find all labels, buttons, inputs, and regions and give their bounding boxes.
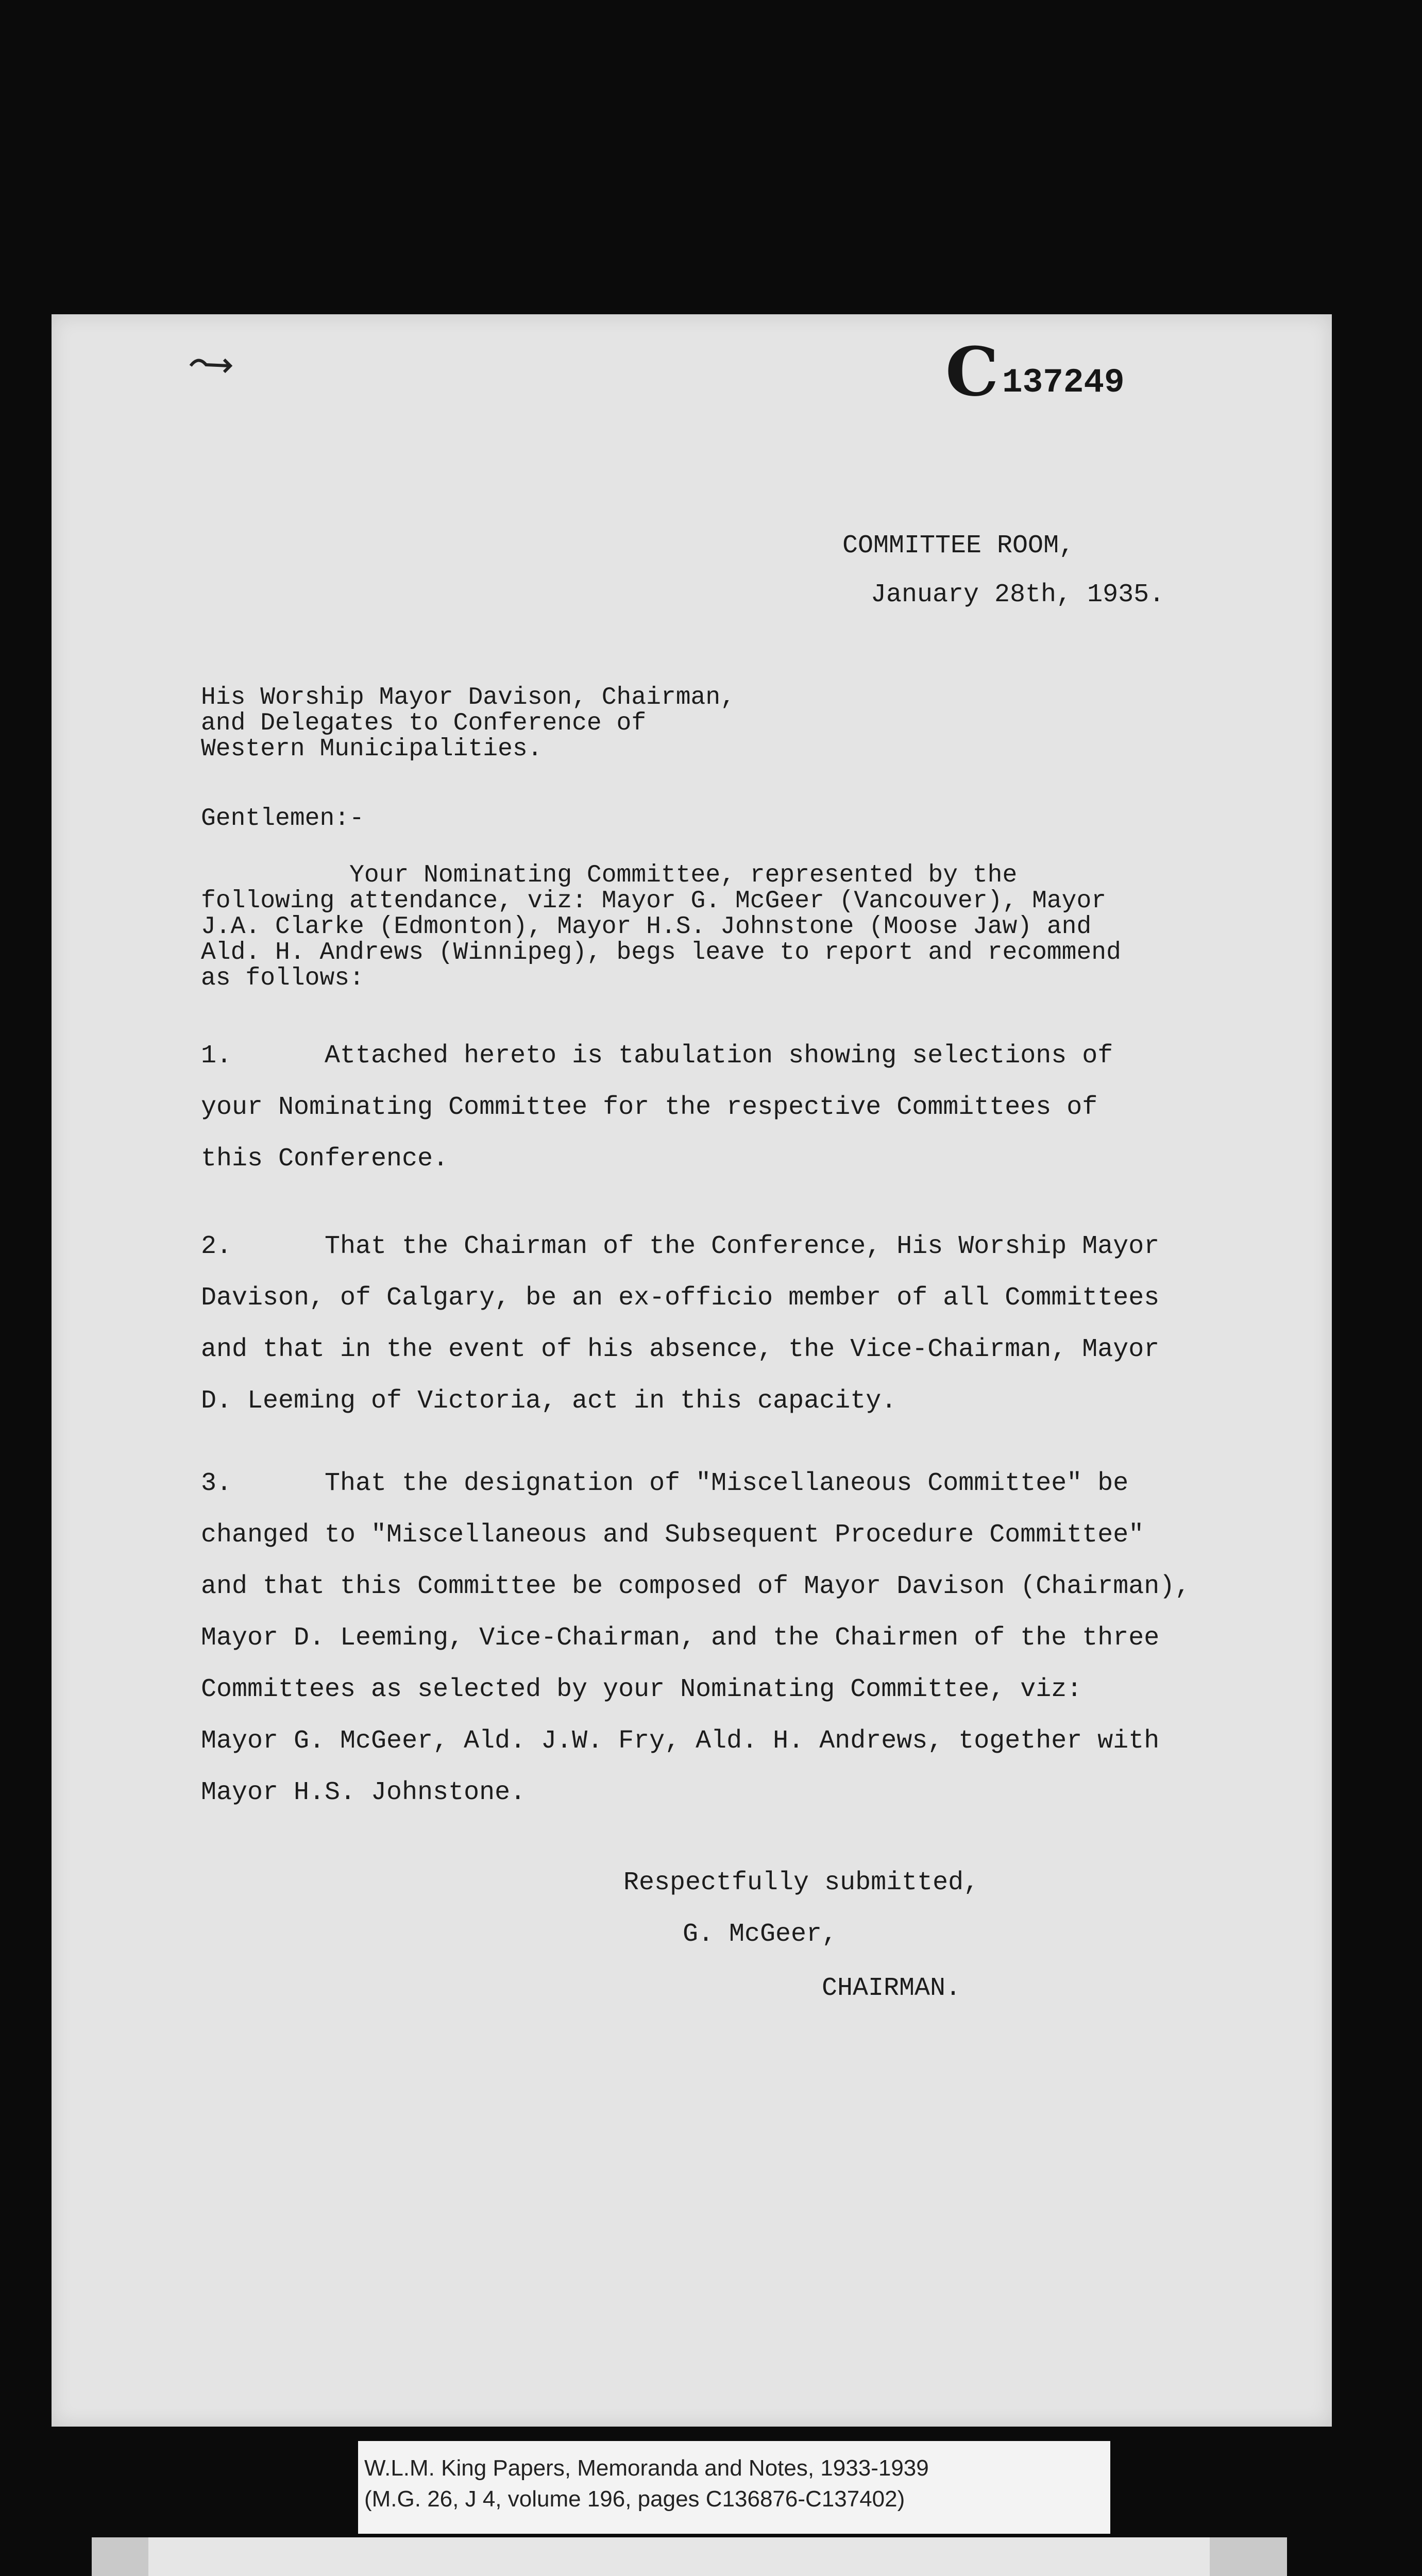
- salutation: Gentlemen:-: [201, 805, 364, 833]
- intro-line: as follows:: [201, 964, 364, 992]
- signature-name: G. McGeer,: [683, 1920, 838, 1949]
- archive-reference-label: [358, 2441, 1110, 2534]
- address-line: Western Municipalities.: [201, 735, 543, 763]
- item-3-line: and that this Committee be composed of Mayor Davison (Chairman),: [201, 1572, 1191, 1601]
- reference-line: (M.G. 26, J 4, volume 196, pages C136876-C137402): [364, 2486, 905, 2512]
- letter-page: [52, 314, 1332, 2427]
- intro-line: Ald. H. Andrews (Winnipeg), begs leave to report and recommend: [201, 939, 1121, 967]
- public-archives-stamp: [92, 2537, 1287, 2576]
- stamp-panel: [148, 2537, 1210, 2576]
- intro-line: following attendance, viz: Mayor G. McGeer (Vancouver), Mayor: [201, 887, 1107, 915]
- item-2-line: Davison, of Calgary, be an ex-officio member of all Committees: [201, 1283, 1160, 1313]
- item-3-line: Committees as selected by your Nominating Committee, viz:: [201, 1675, 1082, 1704]
- item-2-line: and that in the event of his absence, the Vice-Chairman, Mayor: [201, 1335, 1160, 1364]
- item-2-line: 2. That the Chairman of the Conference, His Worship Mayor: [201, 1232, 1160, 1261]
- item-1-line: this Conference.: [201, 1144, 449, 1174]
- handwritten-corner-mark: [188, 350, 234, 381]
- item-2-line: D. Leeming of Victoria, act in this capacity.: [201, 1386, 897, 1416]
- date-line: January 28th, 1935.: [871, 580, 1165, 609]
- item-3-line: 3. That the designation of "Miscellaneous Committee" be: [201, 1469, 1129, 1498]
- reference-line: W.L.M. King Papers, Memoranda and Notes, 1933-1939: [364, 2455, 929, 2481]
- closing-line: Respectfully submitted,: [623, 1868, 979, 1897]
- item-1-line: 1. Attached hereto is tabulation showing selections of: [201, 1041, 1113, 1071]
- item-3-line: Mayor D. Leeming, Vice-Chairman, and the Chairmen of the three: [201, 1623, 1160, 1653]
- document-id-prefix: C: [945, 332, 999, 411]
- item-3-line: Mayor H.S. Johnstone.: [201, 1778, 526, 1807]
- intro-line: Your Nominating Committee, represented by the: [201, 861, 1018, 889]
- item-1-line: your Nominating Committee for the respective Committees of: [201, 1093, 1098, 1122]
- intro-line: J.A. Clarke (Edmonton), Mayor H.S. Johnstone (Moose Jaw) and: [201, 913, 1092, 941]
- signature-title: CHAIRMAN.: [822, 1974, 961, 2003]
- address-line: and Delegates to Conference of: [201, 709, 647, 737]
- address-line: His Worship Mayor Davison, Chairman,: [201, 684, 735, 711]
- location-line: COMMITTEE ROOM,: [842, 531, 1075, 561]
- item-3-line: changed to "Miscellaneous and Subsequent Procedure Committee": [201, 1520, 1144, 1550]
- item-3-line: Mayor G. McGeer, Ald. J.W. Fry, Ald. H. Andrews, together with: [201, 1726, 1160, 1756]
- document-id-number: 137249: [1002, 363, 1125, 402]
